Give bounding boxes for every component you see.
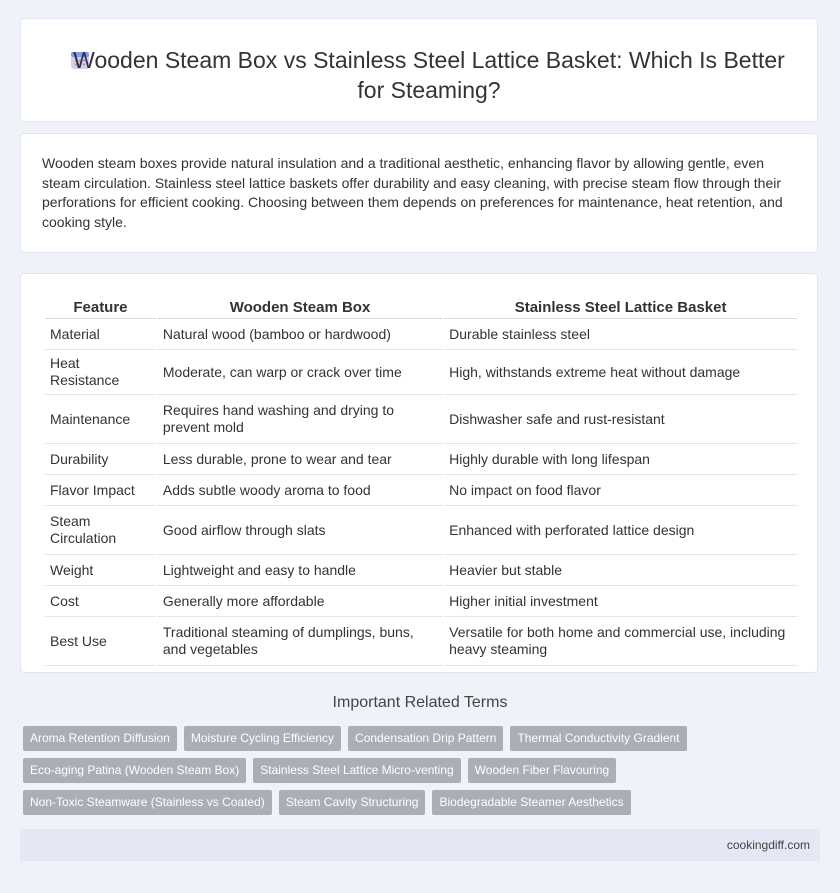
footer-site[interactable]: cookingdiff.com [726,838,810,852]
table-cell: Heavier but stable [444,555,797,586]
table-header-row [45,296,797,319]
tag-link[interactable]: Moisture Cycling Efficiency [184,726,341,751]
table-cell: Steam Circulation [45,506,156,555]
tag-row [23,790,783,815]
table-cell: Good airflow through slats [158,506,442,555]
tag-link[interactable]: Thermal Conductivity Gradient [510,726,686,751]
tag-link[interactable]: Non-Toxic Steamware (Stainless vs Coated) [23,790,272,815]
table-cell: Cost [45,586,156,617]
title-card [20,18,818,122]
table-row [45,444,797,475]
summary-card [20,133,818,253]
header-feature: Feature [45,296,156,319]
comparison-card [20,273,818,673]
page-title: Wooden Steam Box vs Stainless Steel Lattice Basket: Which Is Better for Steaming? [73,47,785,103]
table-cell: Maintenance [45,395,156,444]
table-cell: Moderate, can warp or crack over time [158,350,442,395]
table-cell: Adds subtle woody aroma to food [158,475,442,506]
table-cell: Versatile for both home and commercial use, including heavy steaming [444,617,797,666]
tag-link[interactable]: Aroma Retention Diffusion [23,726,177,751]
table-cell: No impact on food flavor [444,475,797,506]
tag-link[interactable]: Eco-aging Patina (Wooden Steam Box) [23,758,246,783]
comparison-table [43,296,799,666]
table-cell: Enhanced with perforated lattice design [444,506,797,555]
table-row [45,555,797,586]
tag-link[interactable]: Condensation Drip Pattern [348,726,503,751]
related-terms-title: Important Related Terms [332,694,508,711]
tag-link[interactable]: Stainless Steel Lattice Micro-venting [253,758,460,783]
summary-text: Wooden steam boxes provide natural insulation and a traditional aesthetic, enhancing flavor by allowing gentle, even steam circulation. Stainless steel lattice baskets offer durability and easy cleaning, with precise steam flow through their perforations for efficient cooking. Choosing between them depends on preferences for maintenance, heat retention, and cooking style. [42,155,783,230]
header-stainless-steel-basket: Stainless Steel Lattice Basket [444,296,797,319]
table-row [45,475,797,506]
table-row [45,395,797,444]
table-cell: Weight [45,555,156,586]
tag-link[interactable]: Wooden Fiber Flavouring [468,758,617,783]
tag-link[interactable]: Steam Cavity Structuring [279,790,426,815]
table-cell: Best Use [45,617,156,666]
table-row [45,586,797,617]
table-cell: Highly durable with long lifespan [444,444,797,475]
table-cell: Flavor Impact [45,475,156,506]
tag-link[interactable]: Biodegradable Steamer Aesthetics [432,790,630,815]
table-cell: Material [45,319,156,350]
table-row [45,617,797,666]
table-row [45,506,797,555]
table-cell: Durable stainless steel [444,319,797,350]
table-cell: Dishwasher safe and rust-resistant [444,395,797,444]
footer [20,829,820,861]
related-terms-tags [23,726,783,822]
table-cell: Less durable, prone to wear and tear [158,444,442,475]
header-wooden-steam-box: Wooden Steam Box [158,296,442,319]
table-cell: Traditional steaming of dumplings, buns, and vegetables [158,617,442,666]
table-cell: Heat Resistance [45,350,156,395]
table-row [45,319,797,350]
table-cell: Lightweight and easy to handle [158,555,442,586]
table-cell: Durability [45,444,156,475]
table-cell: Natural wood (bamboo or hardwood) [158,319,442,350]
table-cell: Requires hand washing and drying to prevent mold [158,395,442,444]
table-cell: Generally more affordable [158,586,442,617]
tag-row [23,726,783,751]
table-cell: Higher initial investment [444,586,797,617]
table-row [45,350,797,395]
table-cell: High, withstands extreme heat without damage [444,350,797,395]
tag-row [23,758,783,783]
